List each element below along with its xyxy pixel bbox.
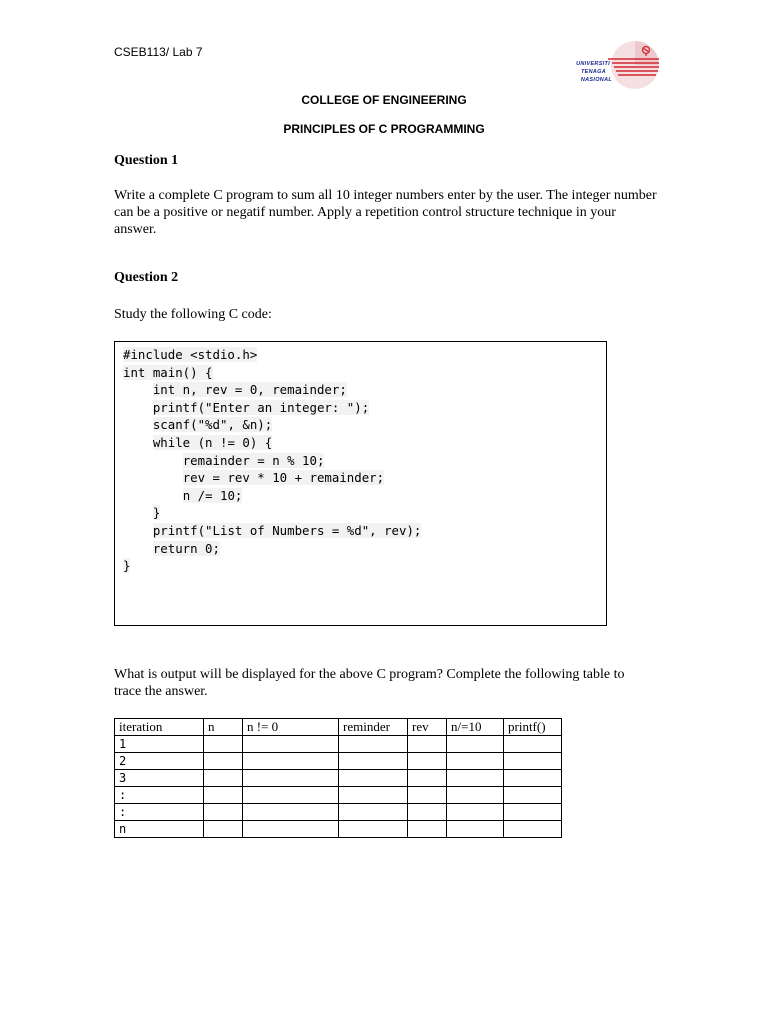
code-line <box>123 399 421 417</box>
question-2-heading: Question 2 <box>114 270 179 285</box>
empty-cell <box>447 787 504 804</box>
iteration-cell: 1 <box>115 736 204 753</box>
iteration-cell: : <box>115 804 204 821</box>
empty-cell <box>204 804 243 821</box>
empty-cell <box>243 770 339 787</box>
code-lines <box>123 346 421 575</box>
code-line <box>123 434 421 452</box>
trace-table-header-row <box>115 719 562 736</box>
empty-cell <box>339 770 408 787</box>
code-text: printf("List of Numbers = %d", rev); <box>152 522 422 538</box>
code-text: return 0; <box>152 540 220 556</box>
code-text: rev = rev * 10 + remainder; <box>182 470 385 486</box>
logo-text-line-3: NASIONAL <box>580 77 612 83</box>
code-line <box>123 452 421 470</box>
header-reminder: reminder <box>339 719 408 736</box>
question-2-intro: Study the following C code: <box>114 307 272 322</box>
code-text: printf("Enter an integer: "); <box>152 399 370 415</box>
empty-cell <box>408 753 447 770</box>
code-text: #include <stdio.h> <box>123 347 258 362</box>
logo-text-line-2: TENAGA <box>580 69 606 75</box>
header-printf: printf() <box>504 719 562 736</box>
trace-table-body <box>115 736 562 838</box>
empty-cell <box>408 804 447 821</box>
code-text: n /= 10; <box>182 487 243 503</box>
code-line <box>123 346 421 364</box>
empty-cell <box>408 787 447 804</box>
table-row <box>115 736 562 753</box>
empty-cell <box>339 753 408 770</box>
empty-cell <box>243 804 339 821</box>
code-text: int n, rev = 0, remainder; <box>152 382 347 398</box>
empty-cell <box>408 821 447 838</box>
university-logo <box>556 40 662 90</box>
table-row <box>115 821 562 838</box>
code-text: } <box>152 505 161 521</box>
code-line <box>123 381 421 399</box>
empty-cell <box>504 804 562 821</box>
empty-cell <box>339 787 408 804</box>
empty-cell <box>447 804 504 821</box>
empty-cell <box>504 736 562 753</box>
empty-cell <box>408 770 447 787</box>
code-line <box>123 557 421 575</box>
empty-cell <box>408 736 447 753</box>
table-row <box>115 804 562 821</box>
header-n: n <box>204 719 243 736</box>
empty-cell <box>243 736 339 753</box>
empty-cell <box>504 753 562 770</box>
iteration-cell: 3 <box>115 770 204 787</box>
empty-cell <box>504 821 562 838</box>
subject-title: PRINCIPLES OF C PROGRAMMING <box>283 122 485 136</box>
empty-cell <box>204 821 243 838</box>
code-block <box>114 341 607 626</box>
table-row <box>115 787 562 804</box>
empty-cell <box>204 770 243 787</box>
empty-cell <box>339 804 408 821</box>
code-text: } <box>123 558 131 574</box>
iteration-cell: : <box>115 787 204 804</box>
college-title: COLLEGE OF ENGINEERING <box>301 93 467 107</box>
table-row <box>115 770 562 787</box>
iteration-cell: 2 <box>115 753 204 770</box>
empty-cell <box>243 821 339 838</box>
code-text: remainder = n % 10; <box>182 452 325 468</box>
course-code: CSEB113/ Lab 7 <box>114 45 203 59</box>
code-line <box>123 522 421 540</box>
code-text: int main() { <box>123 364 213 380</box>
header-rev: rev <box>408 719 447 736</box>
empty-cell <box>243 753 339 770</box>
empty-cell <box>339 736 408 753</box>
code-text: scanf("%d", &n); <box>152 417 273 433</box>
empty-cell <box>204 736 243 753</box>
empty-cell <box>504 787 562 804</box>
header-n-not-zero: n != 0 <box>243 719 339 736</box>
trace-table <box>114 718 562 838</box>
code-line <box>123 504 421 522</box>
code-line <box>123 416 421 434</box>
code-line <box>123 540 421 558</box>
code-line <box>123 364 421 382</box>
header-iteration: iteration <box>115 719 204 736</box>
empty-cell <box>447 770 504 787</box>
code-line <box>123 487 421 505</box>
empty-cell <box>204 753 243 770</box>
header-n-div-10: n/=10 <box>447 719 504 736</box>
iteration-cell: n <box>115 821 204 838</box>
empty-cell <box>243 787 339 804</box>
empty-cell <box>447 821 504 838</box>
empty-cell <box>204 787 243 804</box>
logo-text-line-1: UNIVERSITI <box>576 61 610 67</box>
code-text: while (n != 0) { <box>152 434 273 450</box>
question-2-prompt: What is output will be displayed for the above C program? Complete the following table to trace the answer. <box>114 667 625 699</box>
question-1-heading: Question 1 <box>114 153 179 168</box>
empty-cell <box>447 736 504 753</box>
empty-cell <box>447 753 504 770</box>
empty-cell <box>339 821 408 838</box>
empty-cell <box>504 770 562 787</box>
question-1-text: Write a complete C program to sum all 10 integer numbers enter by the user. The integer number can be a positive or negatif number. Apply a repetition control structure technique in your answer. <box>114 188 657 237</box>
code-line <box>123 469 421 487</box>
table-row <box>115 753 562 770</box>
